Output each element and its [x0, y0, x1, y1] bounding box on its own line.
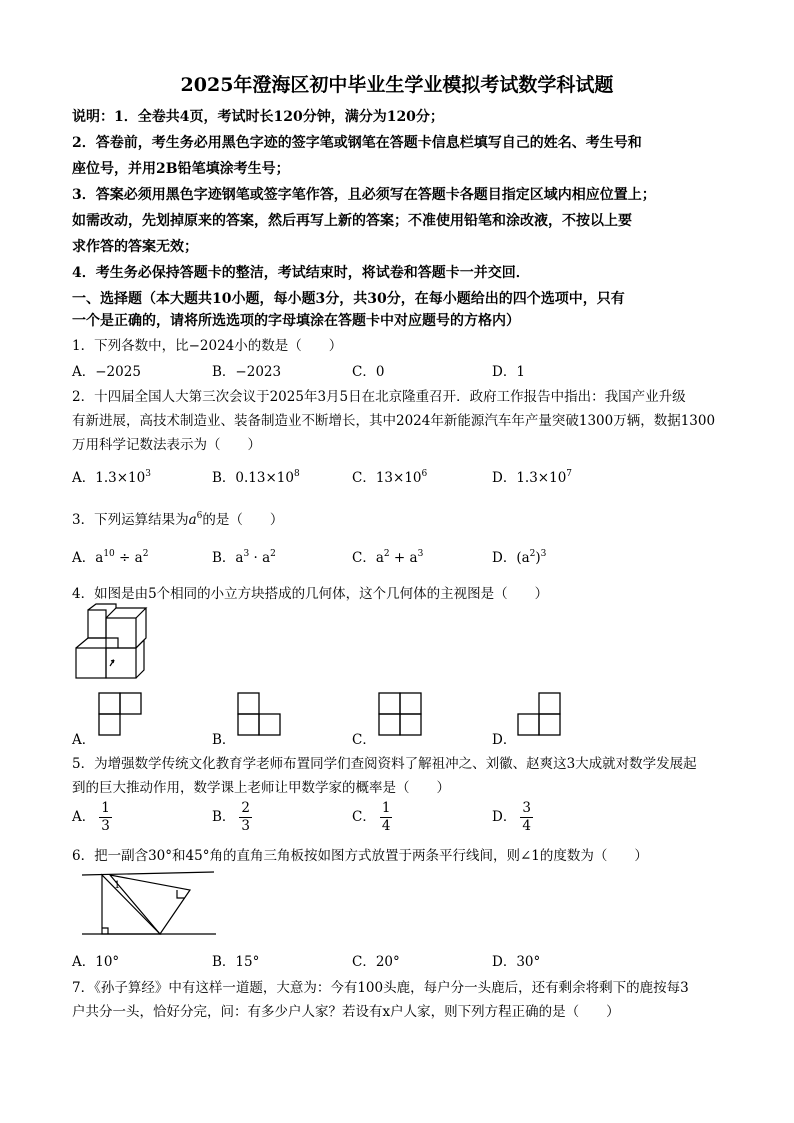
section-heading-line-1: 一、选择题（本大题共10小题，每小题3分，共30分，在每小题给出的四个选项中，只有	[72, 291, 625, 307]
q2-option-a: A．$1.3\times 10^3$	[72, 469, 151, 486]
note-4: 4．考生务必保持答题卡的整洁，考试结束时，将试卷和答题卡一并交回．	[72, 265, 530, 281]
q4-option-b: B．	[212, 732, 236, 748]
q1-option-d: D．1	[492, 364, 525, 380]
q3-option-c: C．$a^2 + a^3$	[352, 549, 424, 566]
q3-stem: 3．下列运算结果为$a^6$的是（ ）	[72, 511, 284, 528]
q2-option-b: B．$0.13\times 10^8$	[212, 469, 300, 486]
q3-option-d: D．$(a^2)^3$	[492, 549, 547, 566]
section-heading-line-2: 一个是正确的，请将所选选项的字母填涂在答题卡中对应题号的方格内）	[72, 313, 520, 329]
q2-option-d: D．$1.3\times 10^7$	[492, 469, 573, 486]
q6-option-a: A．10°	[72, 954, 120, 970]
q4-option-d: D．	[492, 732, 517, 748]
q1-stem: 1．下列各数中，比−2024小的数是（ ）	[72, 338, 343, 354]
q4-option-a-figure	[98, 692, 142, 738]
page-title: 2025年澄海区初中毕业生学业模拟考试数学科试题	[180, 74, 614, 96]
q4-option-b-figure	[237, 692, 281, 738]
q4-option-c: C．	[352, 732, 376, 748]
q4-option-c-figure	[378, 692, 422, 738]
q6-option-c: C．20°	[352, 954, 400, 970]
q7-line-2: 户共分一头，恰好分完，问：有多少户人家？若设有x户人家，则下列方程正确的是（ ）	[72, 1004, 620, 1020]
q5-option-c: C． $\frac{1}{4}$	[352, 800, 391, 834]
note-2-line-2: 座位号，并用2B铅笔填涂考生号；	[72, 161, 290, 177]
q2-line-1: 2．十四届全国人大第三次会议于2025年3月5日在北京隆重召开．政府工作报告中指出：我国产业升级	[72, 389, 686, 405]
q1-option-a: A．−2025	[72, 364, 141, 380]
q2-line-3: 万用科学记数法表示为（ ）	[72, 437, 261, 453]
note-2-line-1: 2．答卷前，考生务必用黑色字迹的签字笔或钢笔在答题卡信息栏填写自己的姓名、考生号和	[72, 135, 642, 151]
q3-option-a: A．$a^{10} \div a^2$	[72, 549, 149, 566]
q2-line-2: 有新进展，高技术制造业、装备制造业不断增长，其中2024年新能源汽车年产量突破1300万辆，数据1300	[72, 413, 716, 429]
q4-option-a: A．	[72, 732, 96, 748]
q5-line-1: 5．为增强数学传统文化教育学老师布置同学们查阅资料了解祖冲之、刘徽、赵爽这3大成就对数学发展起	[72, 756, 697, 772]
q5-option-a: A． $\frac{1}{3}$	[72, 800, 110, 834]
q6-angle-label: 1	[114, 880, 121, 891]
note-3-line-2: 如需改动，先划掉原来的答案，然后再写上新的答案；不准使用铅笔和涂改液，不按以上要	[72, 213, 632, 229]
note-3-line-1: 3．答案必须用黑色字迹钢笔或签字笔作答，且必须写在答题卡各题目指定区域内相应位置上；	[72, 187, 656, 203]
q6-stem: 6．把一副含30°和45°角的直角三角板按如图方式放置于两条平行线间，则∠1的度数为（ ）	[72, 848, 648, 864]
q6-option-b: B．15°	[212, 954, 260, 970]
q3-option-b: B．$a^3 \cdot a^2$	[212, 549, 276, 566]
note-1: 说明：1．全卷共4页，考试时长120分钟，满分为120分；	[72, 109, 444, 125]
q5-option-d: D． $\frac{3}{4}$	[492, 800, 531, 834]
q5-line-2: 到的巨大推动作用，数学课上老师让甲数学家的概率是（ ）	[72, 780, 450, 796]
q4-stem: 4．如图是由5个相同的小立方块搭成的几何体，这个几何体的主视图是（ ）	[72, 586, 549, 602]
q2-option-c: C．$13\times 10^6$	[352, 469, 428, 486]
q4-solid-figure	[70, 602, 150, 684]
q6-option-d: D．30°	[492, 954, 541, 970]
q5-option-b: B． $\frac{2}{3}$	[212, 800, 251, 834]
q6-triangle-figure	[80, 868, 220, 940]
q1-option-b: B．−2023	[212, 364, 282, 380]
q4-option-d-figure	[517, 692, 561, 738]
q1-option-c: C．0	[352, 364, 385, 380]
q7-line-1: 7．《孙子算经》中有这样一道题，大意为：今有100头鹿，每户分一头鹿后，还有剩余将剩下的鹿按每3	[72, 980, 689, 996]
note-3-line-3: 求作答的答案无效；	[72, 239, 198, 255]
